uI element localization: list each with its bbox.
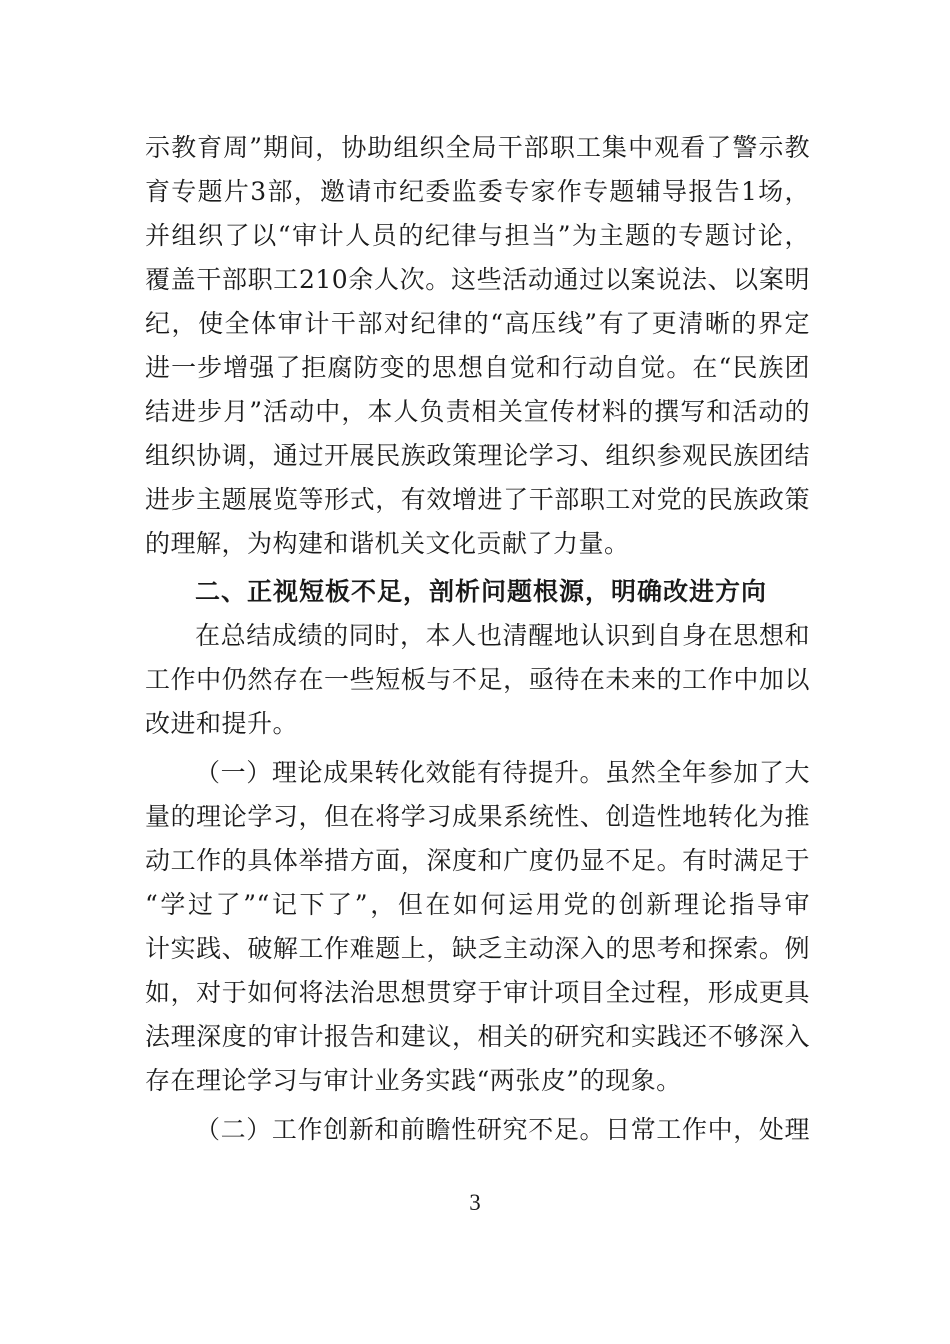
body-text-line: 如，对于如何将法治思想贯穿于审计项目全过程，形成更具 <box>145 978 810 1007</box>
section-heading: 二、正视短板不足，剖析问题根源，明确改进方向 <box>195 577 768 606</box>
body-text-line: “学过了”“记下了”，但在如何运用党的创新理论指导审 <box>145 890 810 919</box>
body-text-line: 进一步增强了拒腐防变的思想自觉和行动自觉。在“民族团 <box>145 353 810 382</box>
body-text-line: 法理深度的审计报告和建议，相关的研究和实践还不够深入 <box>145 1022 810 1051</box>
body-text-line: 组织协调，通过开展民族政策理论学习、组织参观民族团结 <box>145 441 810 470</box>
body-text-line: 纪，使全体审计干部对纪律的“高压线”有了更清晰的界定 <box>145 309 810 338</box>
subsection-line: （二）工作创新和前瞻性研究不足。日常工作中，处理 <box>195 1115 810 1144</box>
body-text-line: 并组织了以“审计人员的纪律与担当”为主题的专题讨论， <box>145 221 810 250</box>
body-text-line: 进步主题展览等形式，有效增进了干部职工对党的民族政策 <box>145 485 810 514</box>
body-text-line: 工作中仍然存在一些短板与不足，亟待在未来的工作中加以 <box>145 665 810 694</box>
body-text-line: 改进和提升。 <box>145 709 299 738</box>
body-text-line: 结进步月”活动中，本人负责相关宣传材料的撰写和活动的 <box>145 397 810 426</box>
body-text-line: 育专题片3部，邀请市纪委监委专家作专题辅导报告1场， <box>145 177 810 206</box>
body-text-line: 示教育周”期间，协助组织全局干部职工集中观看了警示教 <box>145 133 810 162</box>
subsection-line: （一）理论成果转化效能有待提升。虽然全年参加了大 <box>195 758 810 787</box>
page-number: 3 <box>469 1190 481 1215</box>
body-text-line: 在总结成绩的同时，本人也清醒地认识到自身在思想和 <box>195 621 810 650</box>
body-text-line: 存在理论学习与审计业务实践“两张皮”的现象。 <box>145 1066 682 1095</box>
body-text-line: 动工作的具体举措方面，深度和广度仍显不足。有时满足于 <box>145 846 810 875</box>
body-text-line: 量的理论学习，但在将学习成果系统性、创造性地转化为推 <box>145 802 810 831</box>
body-text-line: 计实践、破解工作难题上，缺乏主动深入的思考和探索。例 <box>145 934 810 963</box>
body-text-line: 覆盖干部职工210余人次。这些活动通过以案说法、以案明 <box>145 265 810 294</box>
body-text-line: 的理解，为构建和谐机关文化贡献了力量。 <box>145 529 630 558</box>
